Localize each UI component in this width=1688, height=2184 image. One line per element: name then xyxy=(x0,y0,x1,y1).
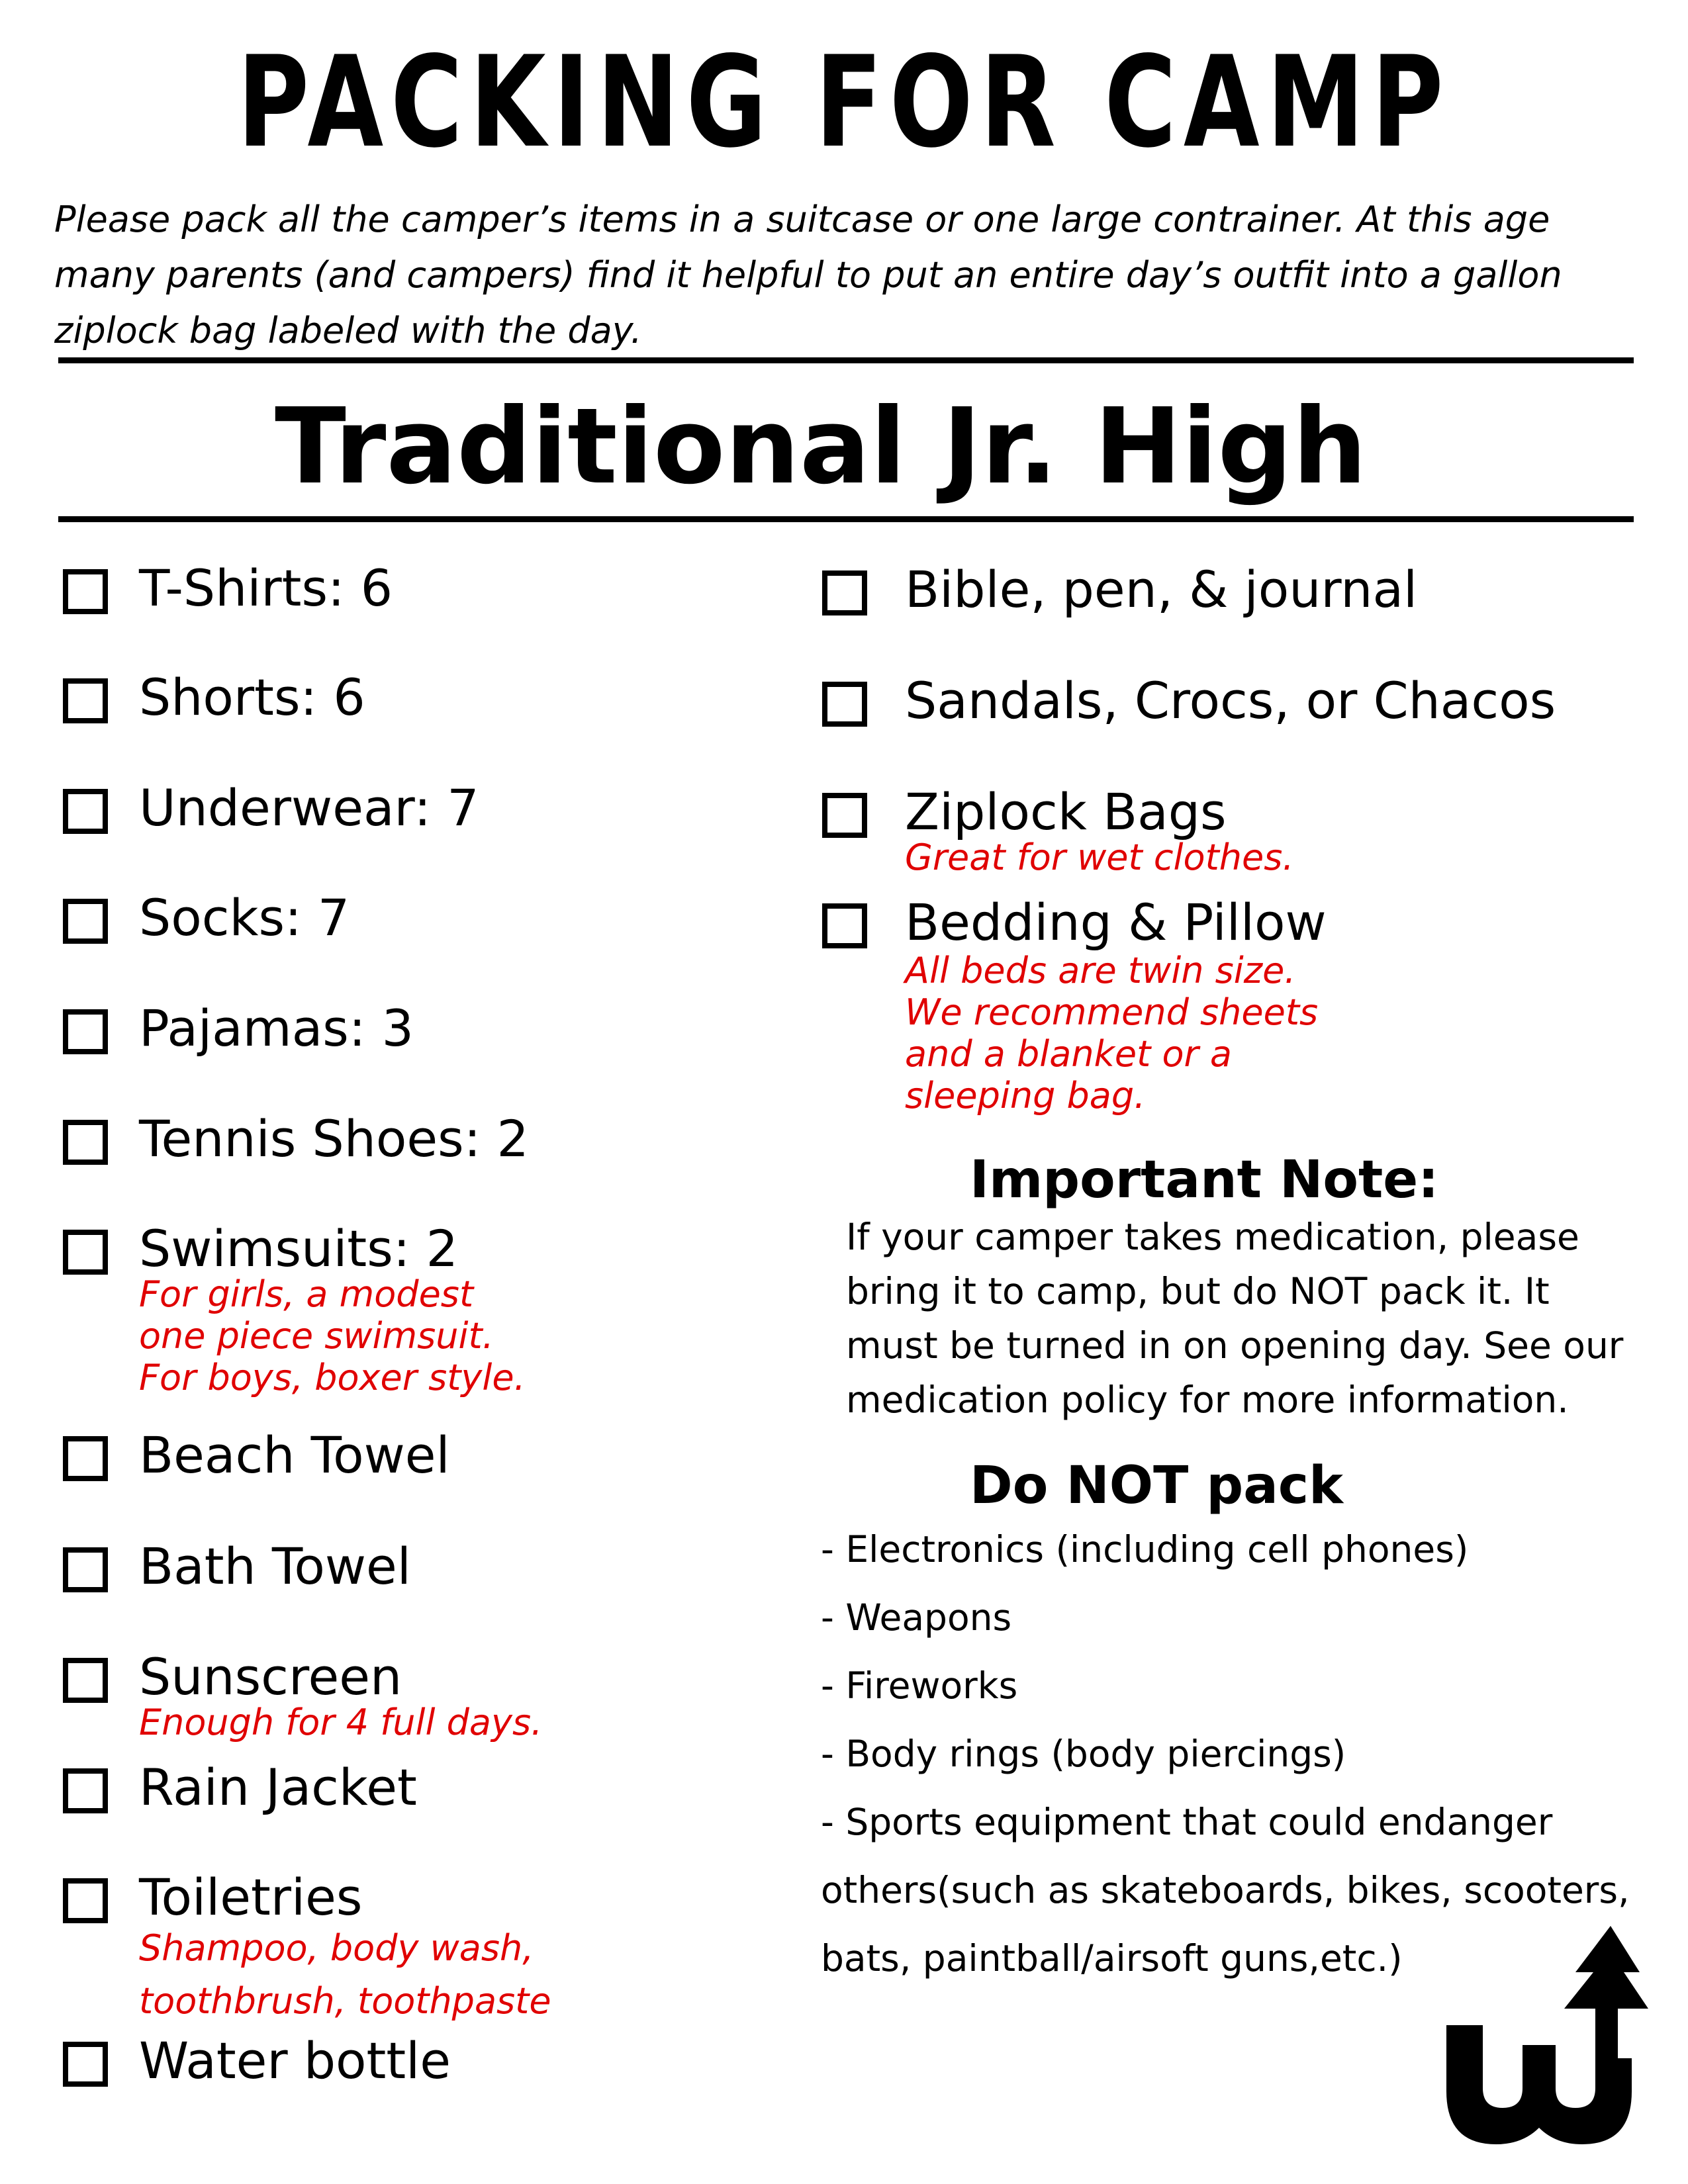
item-label: Tennis Shoes: 2 xyxy=(139,1109,529,1168)
important-note-heading: Important Note: xyxy=(970,1150,1439,1210)
list-item: - Electronics (including cell phones) xyxy=(821,1528,1469,1570)
checkbox[interactable] xyxy=(63,1658,108,1703)
note-line: toothbrush, toothpaste xyxy=(139,1980,551,2022)
list-item: others(such as skateboards, bikes, scooters, xyxy=(821,1869,1630,1911)
checkbox[interactable] xyxy=(822,903,867,948)
note-line: Enough for 4 full days. xyxy=(139,1702,543,1743)
checkbox[interactable] xyxy=(63,2042,108,2087)
list-item: - Body rings (body piercings) xyxy=(821,1733,1346,1775)
do-not-pack-list xyxy=(821,1516,1655,1993)
note-paragraph-line: medication policy for more information. xyxy=(846,1379,1569,1421)
checkbox[interactable] xyxy=(63,1120,108,1165)
item-label: Shorts: 6 xyxy=(139,668,365,727)
note-line: We recommend sheets xyxy=(905,991,1319,1033)
top-divider xyxy=(58,357,1634,363)
intro-line: Please pack all the camper’s items in a suitcase or one large contrainer. At this age xyxy=(54,199,1550,240)
note-line: one piece swimsuit. xyxy=(139,1315,494,1357)
item-label: Socks: 7 xyxy=(139,888,350,947)
camp-w-arrow-logo-icon xyxy=(1446,1926,1648,2144)
note-paragraph-line: bring it to camp, but do NOT pack it. It xyxy=(846,1270,1550,1312)
note-line: Shampoo, body wash, xyxy=(139,1927,534,1969)
intro-paragraph xyxy=(54,192,1643,359)
bottom-divider xyxy=(58,516,1634,522)
checkbox[interactable] xyxy=(63,1436,108,1481)
checkbox[interactable] xyxy=(63,1768,108,1813)
item-label: T-Shirts: 6 xyxy=(139,559,393,617)
checkbox[interactable] xyxy=(822,793,867,838)
item-label: Bedding & Pillow xyxy=(905,893,1327,952)
checkbox[interactable] xyxy=(63,789,108,834)
checkbox[interactable] xyxy=(822,570,867,615)
checkbox[interactable] xyxy=(63,1547,108,1592)
checkbox[interactable] xyxy=(63,899,108,944)
list-item: - Sports equipment that could endanger xyxy=(821,1801,1553,1843)
note-line: For boys, boxer style. xyxy=(139,1357,526,1398)
item-label: Beach Towel xyxy=(139,1426,450,1484)
important-note-text xyxy=(846,1210,1667,1427)
list-item: - Weapons xyxy=(821,1596,1012,1639)
item-note xyxy=(139,1922,551,2028)
page-title: PACKING FOR CAMP xyxy=(237,29,1451,175)
item-label: Toiletries xyxy=(139,1868,363,1927)
item-label: Rain Jacket xyxy=(139,1758,417,1817)
checkbox[interactable] xyxy=(63,1009,108,1054)
item-note xyxy=(139,1273,526,1398)
item-note xyxy=(905,837,1294,878)
item-label: Bath Towel xyxy=(139,1537,411,1596)
note-line: and a blanket or a xyxy=(905,1033,1232,1075)
checkbox[interactable] xyxy=(63,1878,108,1923)
note-paragraph-line: must be turned in on opening day. See our xyxy=(846,1324,1624,1367)
item-label: Pajamas: 3 xyxy=(139,999,414,1058)
note-line: For girls, a modest xyxy=(139,1273,474,1315)
item-label: Bible, pen, & journal xyxy=(905,560,1418,619)
note-line: Great for wet clothes. xyxy=(905,837,1294,878)
note-paragraph-line: If your camper takes medication, please xyxy=(846,1216,1579,1258)
checkbox[interactable] xyxy=(63,569,108,614)
checkbox[interactable] xyxy=(63,1230,108,1275)
item-label: Swimsuits: 2 xyxy=(139,1219,458,1278)
checkbox[interactable] xyxy=(63,678,108,723)
item-label: Sandals, Crocs, or Chacos xyxy=(905,671,1556,730)
list-item: bats, paintball/airsoft guns,etc.) xyxy=(821,1937,1403,1979)
program-title: Traditional Jr. High xyxy=(275,386,1367,508)
item-label: Sunscreen xyxy=(139,1647,402,1706)
checkbox[interactable] xyxy=(822,682,867,727)
note-line: sleeping bag. xyxy=(905,1075,1146,1116)
item-label: Ziplock Bags xyxy=(905,782,1227,841)
intro-line: ziplock bag labeled with the day. xyxy=(54,310,642,351)
item-note xyxy=(905,950,1318,1116)
item-label: Underwear: 7 xyxy=(139,778,479,837)
item-label: Water bottle xyxy=(139,2031,451,2090)
intro-line: many parents (and campers) find it helpful to put an entire day’s outfit into a gallon xyxy=(54,254,1562,296)
note-line: All beds are twin size. xyxy=(905,950,1296,991)
item-note xyxy=(139,1702,542,1743)
do-not-pack-heading: Do NOT pack xyxy=(970,1456,1344,1516)
list-item: - Fireworks xyxy=(821,1664,1018,1707)
